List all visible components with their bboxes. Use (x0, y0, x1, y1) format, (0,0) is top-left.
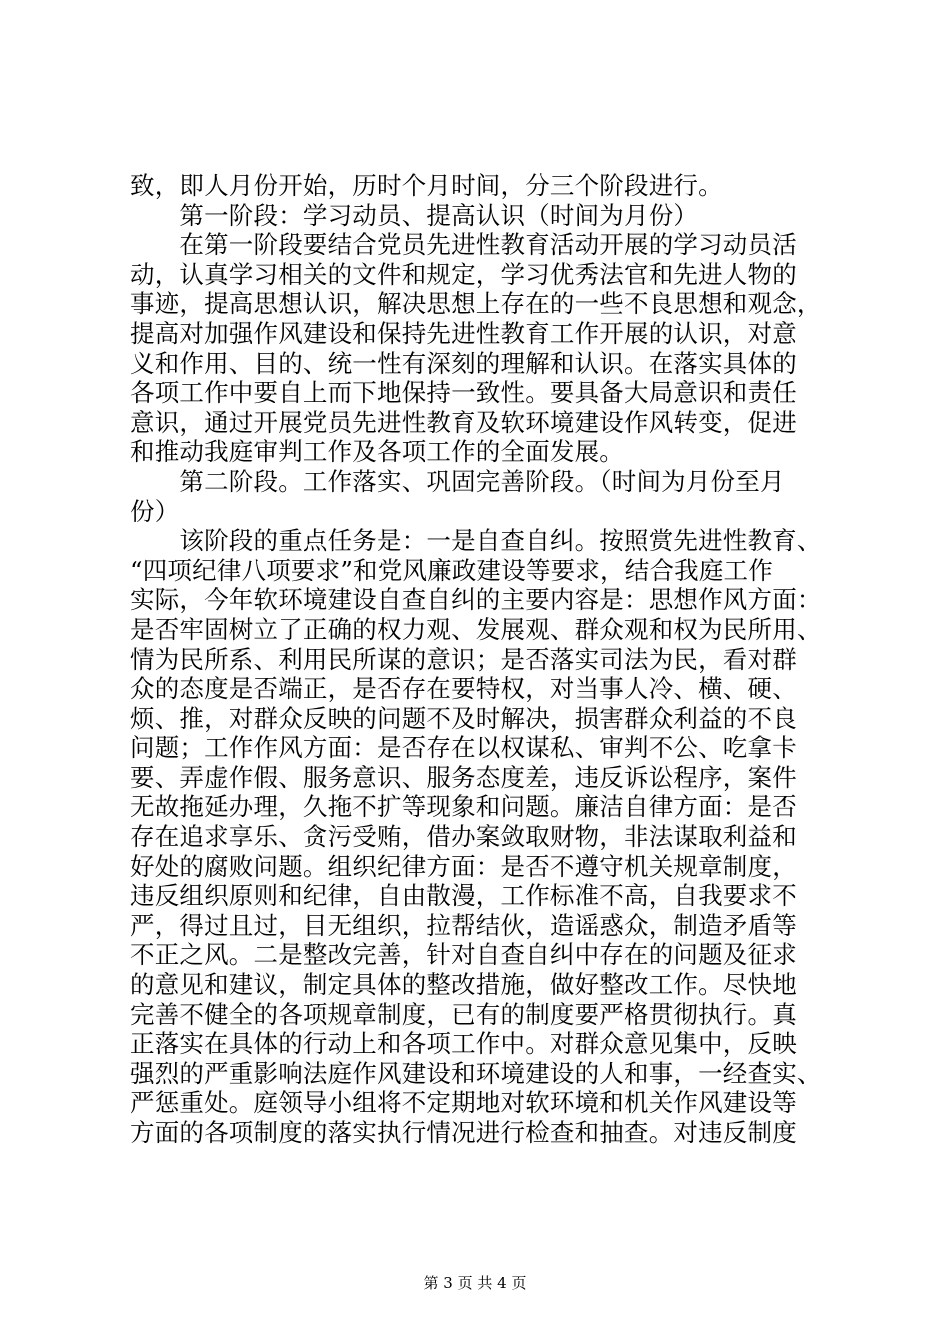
text-line: 是否牢固树立了正确的权力观、发展观、群众观和权为民所用、 (130, 614, 822, 644)
text-line: 违反组织原则和纪律，自由散漫，工作标准不高，自我要求不 (130, 881, 797, 911)
text-line: 众的态度是否端正，是否存在要特权，对当事人冷、横、硬、 (130, 674, 797, 704)
text-line: 第一阶段：学习动员、提高认识（时间为月份） (130, 200, 699, 230)
text-line: 烦、推，对群众反映的问题不及时解决，损害群众利益的不良 (130, 703, 797, 733)
text-line: 第二阶段。工作落实、巩固完善阶段。（时间为月份至月 (130, 466, 785, 496)
text-line: 动，认真学习相关的文件和规定，学习优秀法官和先进人物的 (130, 259, 797, 289)
text-line: 问题；工作作风方面：是否存在以权谋私、审判不公、吃拿卡 (130, 733, 797, 763)
text-line: 各项工作中要自上而下地保持一致性。要具备大局意识和责任 (130, 378, 797, 408)
text-line: 份） (130, 496, 180, 526)
text-line: 方面的各项制度的落实执行情况进行检查和抽查。对违反制度 (130, 1118, 797, 1147)
text-line: 事迹，提高思想认识，解决思想上存在的一些不良思想和观念， (130, 289, 822, 319)
body-text (130, 171, 840, 1148)
text-line: 好处的腐败问题。组织纪律方面：是否不遵守机关规章制度， (130, 851, 797, 881)
text-line: 存在追求享乐、贪污受贿，借办案敛取财物，非法谋取利益和 (130, 822, 797, 852)
text-line: 严，得过且过，目无组织，拉帮结伙，造谣惑众，制造矛盾等 (130, 910, 797, 940)
text-line: 情为民所系、利用民所谋的意识；是否落实司法为民，看对群 (130, 644, 797, 674)
page-number: 第 3 页 共 4 页 (423, 1274, 527, 1292)
text-line: 无故拖延办理，久拖不扩等现象和问题。廉洁自律方面：是否 (130, 792, 797, 822)
text-line: 完善不健全的各项规章制度，已有的制度要严格贯彻执行。真 (130, 999, 797, 1029)
text-line: 义和作用、目的、统一性有深刻的理解和认识。在落实具体的 (130, 348, 797, 378)
text-line: 该阶段的重点任务是：一是自查自纠。按照赏先进性教育、 (130, 526, 822, 556)
text-line: 提高对加强作风建设和保持先进性教育工作开展的认识，对意 (130, 318, 797, 348)
text-line: 意识，通过开展党员先进性教育及软环境建设作风转变，促进 (130, 407, 797, 437)
text-line: 致，即人月份开始，历时个月时间，分三个阶段进行。 (130, 171, 723, 200)
text-line: 正落实在具体的行动上和各项工作中。对群众意见集中，反映 (130, 1029, 797, 1059)
text-line: 严惩重处。庭领导小组将不定期地对软环境和机关作风建设等 (130, 1088, 797, 1118)
text-line: 不正之风。二是整改完善，针对自查自纠中存在的问题及征求 (130, 940, 797, 970)
page-footer (0, 1274, 950, 1292)
text-line: “四项纪律八项要求”和党风廉政建设等要求，结合我庭工作 (130, 555, 773, 585)
text-line: 的意见和建议，制定具体的整改措施，做好整改工作。尽快地 (130, 970, 797, 1000)
text-line: 实际，今年软环境建设自查自纠的主要内容是：思想作风方面： (130, 585, 822, 615)
text-line: 要、弄虚作假、服务意识、服务态度差，违反诉讼程序，案件 (130, 762, 797, 792)
text-line: 在第一阶段要结合党员先进性教育活动开展的学习动员活 (130, 230, 797, 260)
text-line: 和推动我庭审判工作及各项工作的全面发展。 (130, 437, 624, 467)
text-line: 强烈的严重影响法庭作风建设和环境建设的人和事，一经查实、 (130, 1058, 822, 1088)
